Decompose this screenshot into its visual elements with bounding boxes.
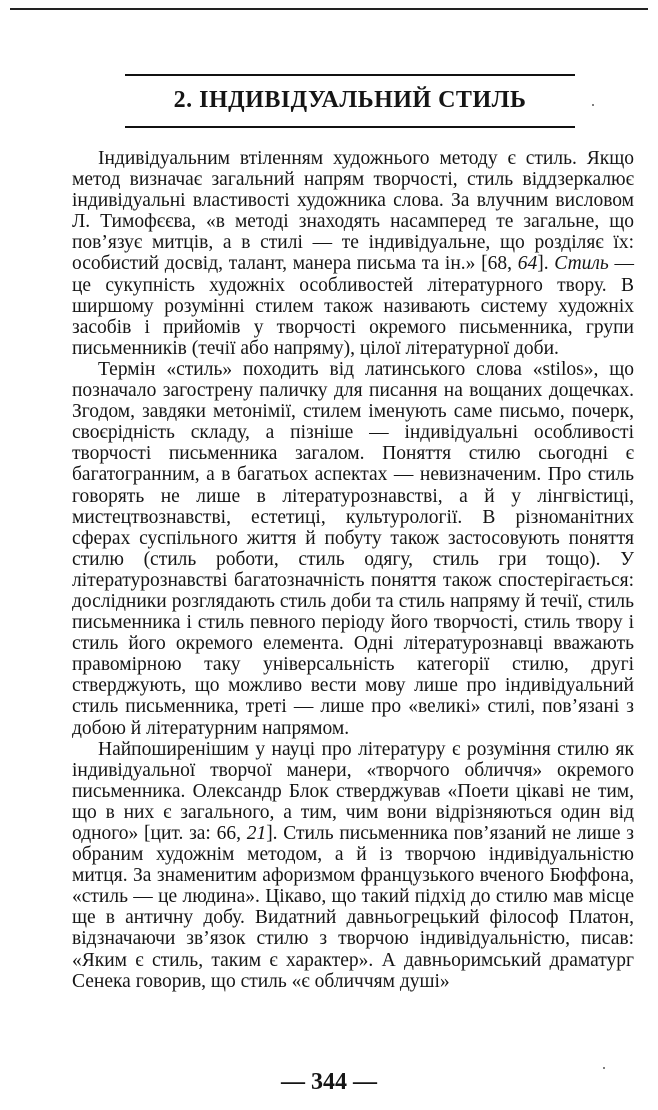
italic-text-run: 21: [246, 823, 267, 844]
scan-speck: [592, 104, 594, 106]
body-paragraph: [72, 739, 634, 992]
text-run: Термін «стиль» походить від латинського слова «stilos», що позначало загострену паличку для писання на вощаних дощечках. Згодом, завдяки метонімії, стилем іменують саме письмо, почерк, своєрідність складу, а пізніше — індивідуальні особливості творчості письменника загалом. Поняття стилю сьогодні є багатогранним, а в багатьох аспектах — невизначеним. Про стиль говорять не лише в літературознавстві, а й у лінгвістиці, мистецтвознавстві, естетиці, культурології. В різноманітних сферах суспільного життя й побуту також застосовують поняття стилю (стиль роботи, стиль одягу, стиль гри тощо). У літературознавстві багатозначність поняття також спостерігається: дослідники розглядають стиль доби та стиль напряму й течії, стиль письменника і стиль певного періоду його творчості, стиль твору і стиль його окремого елемента. Одні літературознавці вважають правомірною таку універсальність категорії стилю, другі стверджують, що можливо вести мову лише про індивідуальний стиль письменника, треті — лише про «великі» стилі, пов’язані з добою й літературним напрямом.: [72, 358, 634, 739]
body-text: [72, 148, 634, 992]
text-run: ].: [537, 253, 555, 275]
body-paragraph: [72, 359, 634, 739]
section-heading: 2. ІНДИВІДУАЛЬНИЙ СТИЛЬ: [173, 87, 527, 113]
body-paragraph: [72, 148, 634, 359]
heading-bottom-rule: [125, 126, 575, 128]
text-run: — це сукупність художніх особливостей літературного твору. В ширшому розумінні стилем також називають систему художніх засобів і прийомів у творчості окремого письменника, групи письменників (течії або напряму), цілої літературної доби.: [72, 253, 634, 359]
italic-text-run: Стиль: [554, 253, 609, 275]
top-border-rule: [10, 8, 648, 10]
heading-top-rule: [125, 74, 575, 76]
scan-speck: [603, 1067, 605, 1069]
page-number: — 344 —: [281, 1069, 377, 1095]
text-run: Найпоширенішим у науці про літературу є розуміння стилю як індивідуальної творчої манери, «творчого обличчя» окремого письменника. Олександр Блок стверджував «Поети цікаві не тим, що в них є загального, а тим, чим вони відрізняються один від одного» [цит. за: 66,: [72, 738, 634, 844]
section-heading-block: [125, 74, 575, 128]
italic-text-run: 64: [517, 253, 538, 275]
text-run: Індивідуальним втіленням художнього методу є стиль. Якщо метод визначає загальний напрям творчості, стиль віддзеркалює індивідуальні властивості художника слова. За влучним висловом Л. Тимофєєва, «в методі знаходять насамперед те загальне, що пов’язує митців, а в стилі — те індивідуальне, що розділяє їх: особистий досвід, талант, манера письма та ін.» [68,: [72, 148, 634, 275]
text-run: ]. Стиль письменника пов’язаний не лише з обраним художнім методом, а й із творчою індивідуальністю митця. За знаменитим афоризмом французького вченого Бюффона, «стиль — це людина». Цікаво, що такий підхід до стилю мав місце ще в античну добу. Видатний давньогрецький філософ Платон, відзначаючи зв’язок стилю з творчою індивідуальністю, писав: «Яким є стиль, таким є характер». А давньоримський драматург Сенека говорив, що стиль «є обличчям душі»: [72, 823, 634, 992]
